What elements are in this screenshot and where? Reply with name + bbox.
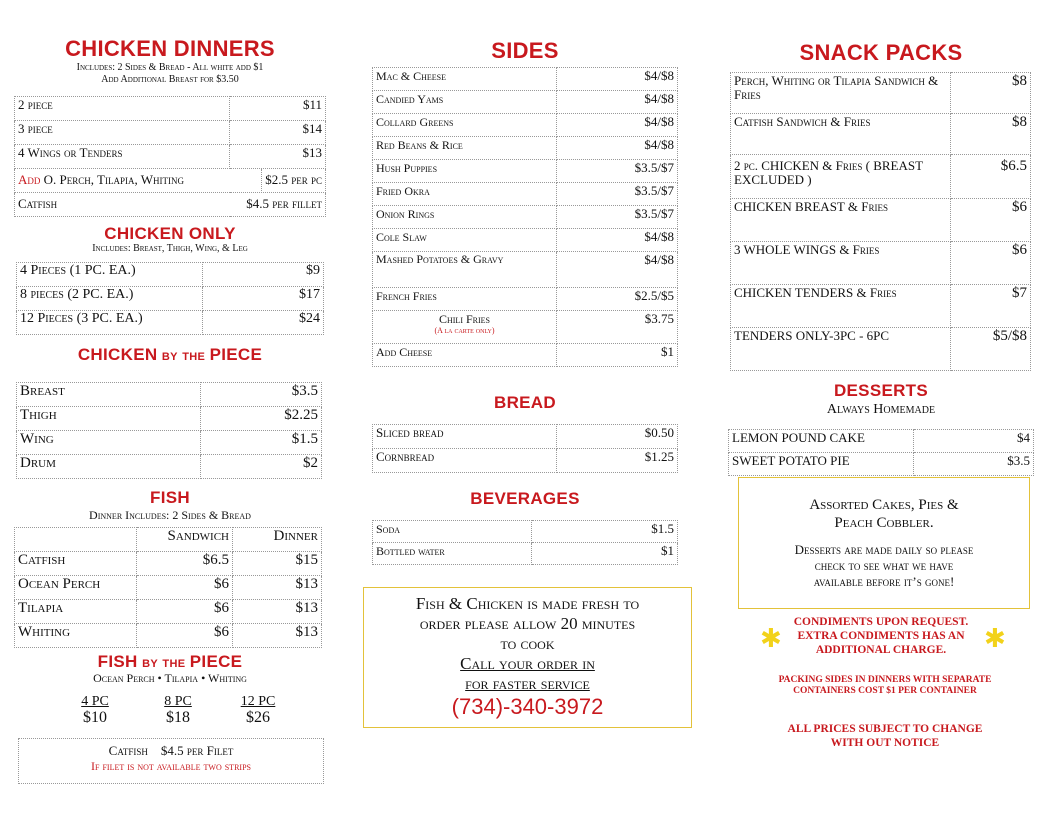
desserts-table	[728, 429, 1034, 476]
dinner-price: $15	[233, 552, 322, 576]
table-row	[17, 431, 322, 455]
menu-price: $3.5/$7	[557, 183, 678, 206]
menu-price: $2.25	[201, 407, 322, 431]
catfish-price: $4.5 per Filet	[160, 743, 234, 758]
table-row	[373, 114, 678, 137]
snack-packs-table	[730, 72, 1031, 371]
menu-price: $14	[230, 121, 326, 145]
sandwich-price: $6	[137, 624, 233, 648]
col-sandwich: Sandwich	[137, 528, 233, 552]
menu-item: Sliced bread	[373, 425, 557, 449]
fish-table	[14, 527, 322, 648]
menu-item: CHICKEN TENDERS & Fries	[731, 285, 951, 328]
menu-item: Perch, Whiting or Tilapia Sandwich & Fries	[731, 73, 951, 114]
menu-price: $13	[230, 145, 326, 169]
menu-item: 8 pieces (2 PC. EA.)	[17, 287, 203, 311]
menu-item: Add Cheese	[373, 344, 557, 367]
dinner-price: $13	[233, 624, 322, 648]
table-row	[15, 624, 322, 648]
menu-price: $9	[203, 263, 324, 287]
chicken-dinners-includes: Includes: 2 Sides & Bread - All white add $1	[76, 62, 264, 73]
menu-item: Red Beans & Rice	[373, 137, 557, 160]
fish-qty-12	[228, 694, 288, 726]
table-header-row	[15, 528, 322, 552]
prices-line: WITH OUT NOTICE	[830, 737, 940, 749]
table-row	[731, 328, 1031, 371]
condiments-notice	[776, 615, 986, 657]
table-row	[729, 453, 1034, 476]
chicken-dinners-table	[14, 96, 326, 217]
catfish-price: $4.5 per fillet	[246, 196, 322, 211]
table-row	[373, 311, 678, 344]
menu-price: $2.5/$5	[557, 288, 678, 311]
menu-item: Whiting	[15, 624, 137, 648]
chicken-only-table	[16, 262, 324, 335]
fish-by-piece-word3: PIECE	[189, 652, 243, 671]
condiments-line: EXTRA CONDIMENTS HAS AN	[797, 630, 965, 642]
snack-packs-title: SNACK PACKS	[799, 40, 963, 65]
menu-item: Collard Greens	[373, 114, 557, 137]
chicken-dinners-title: CHICKEN DINNERS	[65, 36, 275, 61]
qty-label: 8 PC	[164, 694, 192, 709]
menu-item: CHICKEN BREAST & Fries	[731, 199, 951, 242]
table-row	[373, 425, 678, 449]
menu-price: $3.5	[201, 383, 322, 407]
packing-notice	[740, 675, 1030, 697]
add-item: O. Perch, Tilapia, Whiting	[40, 172, 184, 187]
menu-item: Hush Puppies	[373, 160, 557, 183]
sandwich-price: $6	[137, 600, 233, 624]
chicken-by-piece-word3: PIECE	[209, 345, 263, 364]
header-blank	[15, 528, 137, 552]
add-price: $2.5 per pc	[261, 169, 325, 191]
table-row	[731, 114, 1031, 155]
table-row	[373, 288, 678, 311]
table-row	[17, 407, 322, 431]
fish-qty-8	[153, 694, 203, 726]
sandwich-price: $6	[137, 576, 233, 600]
table-row	[731, 285, 1031, 328]
table-row	[729, 430, 1034, 453]
call-line: Call your order in	[460, 654, 595, 673]
menu-price: $8	[951, 73, 1031, 114]
prices-notice	[740, 722, 1030, 750]
table-row	[15, 552, 322, 576]
menu-price: $1.5	[201, 431, 322, 455]
chili-note: (A la carte only)	[434, 326, 495, 335]
table-row	[731, 155, 1031, 199]
chicken-piece-table	[16, 382, 322, 479]
menu-price: $0.50	[557, 425, 678, 449]
table-row	[373, 206, 678, 229]
menu-item: Ocean Perch	[15, 576, 137, 600]
menu-item	[15, 169, 326, 193]
menu-price: $6	[951, 242, 1031, 285]
daily-note: check to see what we have	[814, 558, 954, 573]
menu-item: 12 Pieces (3 PC. EA.)	[17, 311, 203, 335]
menu-price: $8	[951, 114, 1031, 155]
fish-by-piece-title	[12, 652, 328, 672]
menu-item: 4 Wings or Tenders	[15, 145, 230, 169]
menu-price: $4/$8	[557, 114, 678, 137]
catfish-label: Catfish	[108, 743, 148, 758]
menu-item: Bottled water	[373, 543, 532, 565]
menu-item: 4 Pieces (1 PC. EA.)	[17, 263, 203, 287]
menu-item: Cole Slaw	[373, 229, 557, 252]
table-row	[17, 311, 324, 335]
table-row	[373, 344, 678, 367]
table-row	[731, 73, 1031, 114]
table-row	[373, 137, 678, 160]
fish-by-piece-word1: FISH	[97, 652, 138, 671]
sandwich-price: $6.5	[137, 552, 233, 576]
table-row	[373, 521, 678, 543]
qty-label: 4 PC	[81, 694, 109, 709]
menu-item: 3 WHOLE WINGS & Fries	[731, 242, 951, 285]
menu-price: $2	[201, 455, 322, 479]
menu-item: 2 piece	[15, 97, 230, 121]
assorted-line: Assorted Cakes, Pies &	[809, 497, 959, 513]
qty-price: $18	[166, 709, 190, 726]
prices-line: ALL PRICES SUBJECT TO CHANGE	[787, 723, 983, 735]
table-row	[15, 576, 322, 600]
menu-price: $3.75	[557, 311, 678, 344]
menu-item: SWEET POTATO PIE	[729, 453, 914, 476]
chicken-by-piece-word1: CHICKEN	[77, 345, 158, 364]
add-label: Add	[18, 172, 41, 187]
table-row	[17, 383, 322, 407]
table-row	[15, 193, 326, 217]
desserts-subtitle: Always Homemade	[826, 402, 936, 417]
menu-item: TENDERS ONLY-3PC - 6PC	[731, 328, 951, 371]
menu-price: $11	[230, 97, 326, 121]
menu-price: $24	[203, 311, 324, 335]
menu-item: French Fries	[373, 288, 557, 311]
menu-price: $4	[914, 430, 1034, 453]
menu-price: $1	[557, 344, 678, 367]
menu-price: $1.25	[557, 449, 678, 473]
chili-label: Chili Fries	[438, 312, 490, 326]
table-row	[373, 183, 678, 206]
menu-price: $4/$8	[557, 252, 678, 288]
chili-item	[373, 311, 557, 344]
bread-table	[372, 424, 678, 473]
notice-line: to cook	[500, 634, 555, 653]
menu-item: Thigh	[17, 407, 201, 431]
menu-item: Wing	[17, 431, 201, 455]
fish-includes: Dinner Includes: 2 Sides & Bread	[89, 508, 251, 522]
assorted-line: Peach Cobbler.	[834, 515, 934, 531]
menu-item: Fried Okra	[373, 183, 557, 206]
table-row	[15, 97, 326, 121]
table-row	[17, 287, 324, 311]
chicken-dinners-additional: Add Additional Breast for $3.50	[101, 74, 239, 85]
menu-item: Candied Yams	[373, 91, 557, 114]
table-row	[15, 169, 326, 193]
menu-item: Onion Rings	[373, 206, 557, 229]
table-row	[373, 160, 678, 183]
menu-price: $1.5	[532, 521, 678, 543]
menu-item: Drum	[17, 455, 201, 479]
beverages-table	[372, 520, 678, 565]
menu-price: $4/$8	[557, 229, 678, 252]
menu-price: $4/$8	[557, 91, 678, 114]
desserts-title: DESSERTS	[833, 381, 929, 400]
notice-line: order please allow 20 minutes	[419, 614, 636, 633]
table-row	[17, 455, 322, 479]
menu-item: Catfish	[15, 552, 137, 576]
menu-item: Tilapia	[15, 600, 137, 624]
daily-note: Desserts are made daily so please	[794, 542, 974, 557]
menu-item: Catfish Sandwich & Fries	[731, 114, 951, 155]
daily-note: available before it’s gone!	[813, 574, 955, 589]
table-row	[731, 199, 1031, 242]
menu-item: LEMON POUND CAKE	[729, 430, 914, 453]
table-row	[373, 229, 678, 252]
desserts-info-box	[738, 477, 1030, 609]
table-row	[15, 121, 326, 145]
menu-price: $3.5	[914, 453, 1034, 476]
packing-line: CONTAINERS COST $1 PER CONTAINER	[793, 686, 977, 696]
fish-title: FISH	[150, 488, 190, 507]
call-line: for faster service	[465, 674, 590, 693]
menu-item: Cornbread	[373, 449, 557, 473]
menu-price: $4/$8	[557, 137, 678, 160]
table-row	[17, 263, 324, 287]
table-row	[373, 449, 678, 473]
condiments-line: ADDITIONAL CHARGE.	[815, 644, 947, 656]
phone-number: (734)-340-3972	[451, 694, 604, 719]
menu-item: 2 pc. CHICKEN & Fries ( BREAST EXCLUDED )	[731, 155, 951, 199]
table-row	[15, 600, 322, 624]
chicken-by-piece-title	[12, 345, 328, 365]
menu-price: $6.5	[951, 155, 1031, 199]
col-dinner: Dinner	[233, 528, 322, 552]
table-row	[731, 242, 1031, 285]
menu-item: Breast	[17, 383, 201, 407]
fish-by-piece-word2: by the	[137, 654, 190, 671]
menu-price: $5/$8	[951, 328, 1031, 371]
table-row	[373, 252, 678, 288]
table-row	[15, 145, 326, 169]
menu-price: $17	[203, 287, 324, 311]
menu-item: Mashed Potatoes & Gravy	[373, 252, 557, 288]
menu-price: $7	[951, 285, 1031, 328]
menu-item: Soda	[373, 521, 532, 543]
chicken-by-piece-word2: by the	[157, 347, 210, 364]
filet-note: If filet is not available two strips	[91, 759, 251, 773]
table-row	[373, 91, 678, 114]
bread-title: BREAD	[494, 393, 556, 412]
menu-price: $3.5/$7	[557, 160, 678, 183]
menu-item: 3 piece	[15, 121, 230, 145]
notice-line: Fish & Chicken is made fresh to	[415, 594, 640, 613]
qty-label: 12 PC	[240, 694, 276, 709]
table-row	[373, 68, 678, 91]
menu-price: $3.5/$7	[557, 206, 678, 229]
dinner-price: $13	[233, 600, 322, 624]
table-row	[373, 543, 678, 565]
chicken-only-title: CHICKEN ONLY	[104, 224, 236, 243]
asterisk-icon: ✱	[760, 624, 782, 654]
condiments-line: CONDIMENTS UPON REQUEST.	[793, 616, 969, 628]
catfish-item: Catfish	[18, 196, 58, 211]
menu-price: $1	[532, 543, 678, 565]
chicken-only-includes: Includes: Breast, Thigh, Wing, & Leg	[92, 243, 248, 254]
beverages-title: BEVERAGES	[470, 489, 580, 508]
catfish-filet-box	[18, 738, 324, 784]
menu-price: $6	[951, 199, 1031, 242]
menu-price: $4/$8	[557, 68, 678, 91]
sides-table	[372, 67, 678, 367]
qty-price: $26	[246, 709, 270, 726]
asterisk-icon: ✱	[984, 624, 1006, 654]
order-notice-box	[363, 587, 692, 728]
qty-price: $10	[83, 709, 107, 726]
menu-item: Mac & Cheese	[373, 68, 557, 91]
fish-qty-4	[70, 694, 120, 726]
packing-line: PACKING SIDES IN DINNERS WITH SEPARATE	[778, 675, 992, 685]
dinner-price: $13	[233, 576, 322, 600]
fish-by-piece-types: Ocean Perch • Tilapia • Whiting	[93, 671, 247, 685]
sides-title: SIDES	[491, 38, 559, 63]
